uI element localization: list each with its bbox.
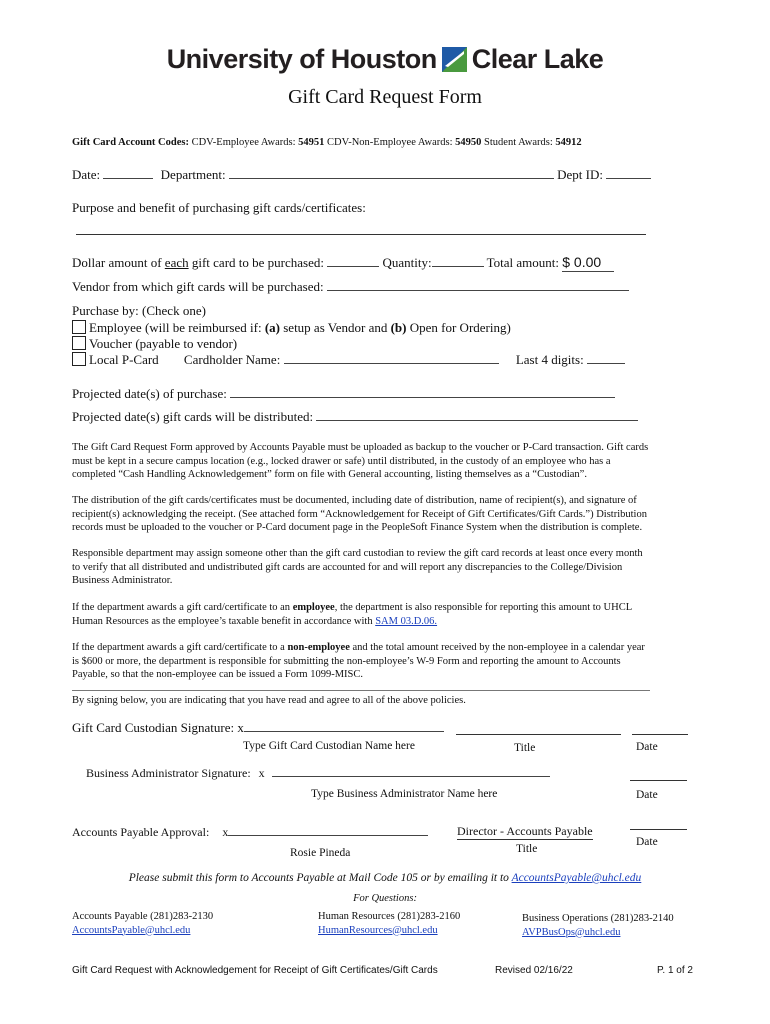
logo-text-left: University of Houston xyxy=(166,44,437,74)
opt1-pre: Employee (will be reimbursed if: xyxy=(89,320,265,335)
agree-text: By signing below, you are indicating that you have read and agree to all of the above policies. xyxy=(72,695,466,706)
ba-signature-field[interactable] xyxy=(272,776,550,777)
contact-name: Human Resources (281)283-2160 xyxy=(318,911,461,922)
footer-page-number: P. 1 of 2 xyxy=(657,965,693,976)
date-row xyxy=(72,167,651,183)
cardholder-label: Cardholder Name: xyxy=(183,352,281,367)
vendor-label: Vendor from which gift cards will be purchased: xyxy=(72,279,324,294)
deptid-field[interactable] xyxy=(606,178,651,179)
dollar-row xyxy=(72,254,614,272)
policy-paragraph-4 xyxy=(72,601,632,628)
ap-approval-row xyxy=(72,825,428,840)
p4-post: , the department is also responsible for reporting this amount to UHCL xyxy=(334,602,633,613)
contact-email-link[interactable]: AccountsPayable@uhcl.edu xyxy=(72,924,191,936)
ap-title-label: Title xyxy=(516,843,538,855)
p5-line3: Payable, so that the non-employee can be issued a Form 1099-MISC. xyxy=(72,669,364,680)
custodian-date-field[interactable] xyxy=(632,734,688,735)
emp-label: CDV-Employee Awards: xyxy=(191,137,296,148)
opt1-b: (b) xyxy=(390,320,407,335)
ba-name-hint[interactable]: Type Business Administrator Name here xyxy=(311,788,498,800)
p5-line2: is $600 or more, the department is responsible for submitting the non-employee’s W-9 Form and reporting the amount to Accounts xyxy=(72,655,621,667)
p3-line1: Responsible department may assign someone other than the gift card custodian to review the gift card records at least once every month xyxy=(72,548,643,559)
policy-paragraph-3 xyxy=(72,547,643,588)
vendor-field[interactable] xyxy=(327,290,629,291)
uhcl-logo-icon xyxy=(442,47,467,72)
dollar-amount-field[interactable] xyxy=(327,266,379,267)
ap-signature-field[interactable] xyxy=(228,835,428,836)
vendor-row xyxy=(72,279,629,295)
opt2-label: Voucher (payable to vendor) xyxy=(89,336,238,351)
questions-label: For Questions: xyxy=(353,893,417,904)
student-code: 54912 xyxy=(555,137,582,148)
total-label: Total amount: xyxy=(486,255,559,270)
submit-email-link[interactable]: AccountsPayable@uhcl.edu xyxy=(511,872,642,884)
pcard-checkbox[interactable] xyxy=(72,352,86,366)
university-logo xyxy=(0,44,770,75)
ap-name: Rosie Pineda xyxy=(290,847,351,859)
p2-line3: records must be uploaded to the voucher or P-Card document page in the PeopleSoft Finance System when the distribution is complete. xyxy=(72,522,643,533)
p5-post: and the total amount received by the non-employee in a calendar year xyxy=(349,642,645,653)
custodian-signature-field[interactable] xyxy=(244,731,444,732)
p4-pre: If the department awards a gift card/certificate to an xyxy=(72,602,293,613)
emp-code: 54951 xyxy=(298,137,325,148)
ba-signature-row xyxy=(86,766,550,781)
ap-x: x xyxy=(222,825,229,839)
nonemp-label: CDV-Non-Employee Awards: xyxy=(327,137,453,148)
projected-distribution-field[interactable] xyxy=(316,420,638,421)
opt1-mid: setup as Vendor and xyxy=(279,320,391,335)
department-field[interactable] xyxy=(229,178,554,179)
projected-purchase-field[interactable] xyxy=(230,397,615,398)
p1-line2: must be kept in a secure campus location (e.g., locked drawer or safe) until distributed, in the custody of an employee who has a xyxy=(72,455,611,467)
total-amount-field[interactable] xyxy=(562,254,614,272)
employee-checkbox[interactable] xyxy=(72,320,86,334)
contact-human-resources xyxy=(318,910,460,937)
ba-signature-label: Business Administrator Signature: xyxy=(86,766,251,780)
department-label: Department: xyxy=(160,167,226,182)
contact-email-link[interactable]: AVPBusOps@uhcl.edu xyxy=(522,926,621,938)
purchase-option-pcard[interactable] xyxy=(72,352,625,368)
nonemp-code: 54950 xyxy=(455,137,482,148)
p1-line1: The Gift Card Request Form approved by Accounts Payable must be uploaded as backup to the voucher or P-Card transaction. Gift cards xyxy=(72,442,649,453)
p4-bold: employee xyxy=(292,602,335,613)
opt1-post: Open for Ordering) xyxy=(406,320,511,335)
logo-text-right: Clear Lake xyxy=(471,44,604,74)
ba-x: x xyxy=(258,766,265,780)
date-field[interactable] xyxy=(103,178,153,179)
custodian-name-hint[interactable]: Type Gift Card Custodian Name here xyxy=(243,740,415,752)
divider xyxy=(72,690,650,691)
total-amount-value: $ 0.00 xyxy=(562,254,602,270)
contact-name: Business Operations (281)283-2140 xyxy=(522,913,674,924)
custodian-title-label: Title xyxy=(514,742,536,754)
contact-business-operations xyxy=(522,912,674,939)
projected-purchase-label: Projected date(s) of purchase: xyxy=(72,386,227,401)
voucher-checkbox[interactable] xyxy=(72,336,86,350)
ap-title: Director - Accounts Payable xyxy=(457,824,593,838)
p5-pre: If the department awards a gift card/certificate to a xyxy=(72,642,288,653)
footer-revised: Revised 02/16/22 xyxy=(495,965,573,976)
purchase-option-employee[interactable] xyxy=(72,320,511,336)
projected-distribution-label: Projected date(s) gift cards will be distributed: xyxy=(72,409,314,424)
p3-line2: to verify that all distributed and undistributed gift cards are accounted for and will report any discrepancies to the College/Division xyxy=(72,561,623,573)
custodian-title-field[interactable] xyxy=(456,734,621,735)
contact-accounts-payable xyxy=(72,910,213,937)
purpose-field[interactable] xyxy=(76,234,646,235)
opt3-label: Local P-Card xyxy=(89,352,159,367)
custodian-signature-label: Gift Card Custodian Signature: xyxy=(72,720,235,735)
p2-line2: recipient(s) acknowledging the receipt. (See attached form “Acknowledgement for Receipt of Gift Certificates/Gift Cards.”) Distribution xyxy=(72,508,647,520)
last4-field[interactable] xyxy=(587,363,625,364)
submit-text: Please submit this form to Accounts Payable at Mail Code 105 or by emailing it to xyxy=(128,872,512,884)
quantity-field[interactable] xyxy=(432,266,484,267)
ba-date-label: Date xyxy=(636,789,658,801)
policy-paragraph-1 xyxy=(72,441,648,482)
custodian-date-label: Date xyxy=(636,741,658,753)
date-label: Date: xyxy=(72,167,101,182)
policy-paragraph-2 xyxy=(72,494,647,535)
ap-date-field[interactable] xyxy=(630,829,687,830)
p3-line3: Business Administrator. xyxy=(72,575,173,586)
ba-date-field[interactable] xyxy=(630,780,687,781)
p2-line1: The distribution of the gift cards/certificates must be documented, including date of distribution, name of recipient(s), and signature of xyxy=(72,495,637,506)
policy-paragraph-5 xyxy=(72,641,645,682)
contact-email-link[interactable]: HumanResources@uhcl.edu xyxy=(318,924,438,936)
p4-line2: Human Resources as the employee’s taxable benefit in accordance with xyxy=(72,615,376,627)
ap-date-label: Date xyxy=(636,836,658,848)
cardholder-field[interactable] xyxy=(284,363,499,364)
custodian-x: x xyxy=(237,720,244,735)
projected-purchase-row xyxy=(72,386,615,402)
custodian-signature-row xyxy=(72,720,444,736)
sam-policy-link[interactable]: SAM 03.D.06. xyxy=(375,615,438,627)
dollar-label-post: gift card to be purchased: xyxy=(188,255,324,270)
p1-line3: completed “Cash Handling Acknowledgement” form on file with General accounting, listing themselves as a “Custodian”. xyxy=(72,469,587,480)
p5-bold: non-employee xyxy=(287,642,350,653)
account-codes xyxy=(72,136,582,150)
contact-name: Accounts Payable (281)283-2130 xyxy=(72,911,214,922)
form-title: Gift Card Request Form xyxy=(288,86,482,108)
deptid-label: Dept ID: xyxy=(557,167,603,182)
purpose-label: Purpose and benefit of purchasing gift cards/certificates: xyxy=(72,200,366,215)
opt1-a: (a) xyxy=(264,320,280,335)
dollar-label-pre: Dollar amount of xyxy=(72,255,165,270)
purchase-option-voucher[interactable] xyxy=(72,336,237,352)
projected-distribution-row xyxy=(72,409,638,425)
last4-label: Last 4 digits: xyxy=(515,352,584,367)
student-label: Student Awards: xyxy=(484,137,553,148)
ap-approval-label: Accounts Payable Approval: xyxy=(72,825,210,839)
dollar-label-each: each xyxy=(164,255,189,270)
codes-label: Gift Card Account Codes: xyxy=(72,137,189,148)
purchase-heading: Purchase by: (Check one) xyxy=(72,303,206,318)
submit-instructions xyxy=(0,872,770,886)
quantity-label: Quantity: xyxy=(382,255,432,270)
footer-doc-title: Gift Card Request with Acknowledgement for Receipt of Gift Certificates/Gift Cards xyxy=(72,965,438,976)
